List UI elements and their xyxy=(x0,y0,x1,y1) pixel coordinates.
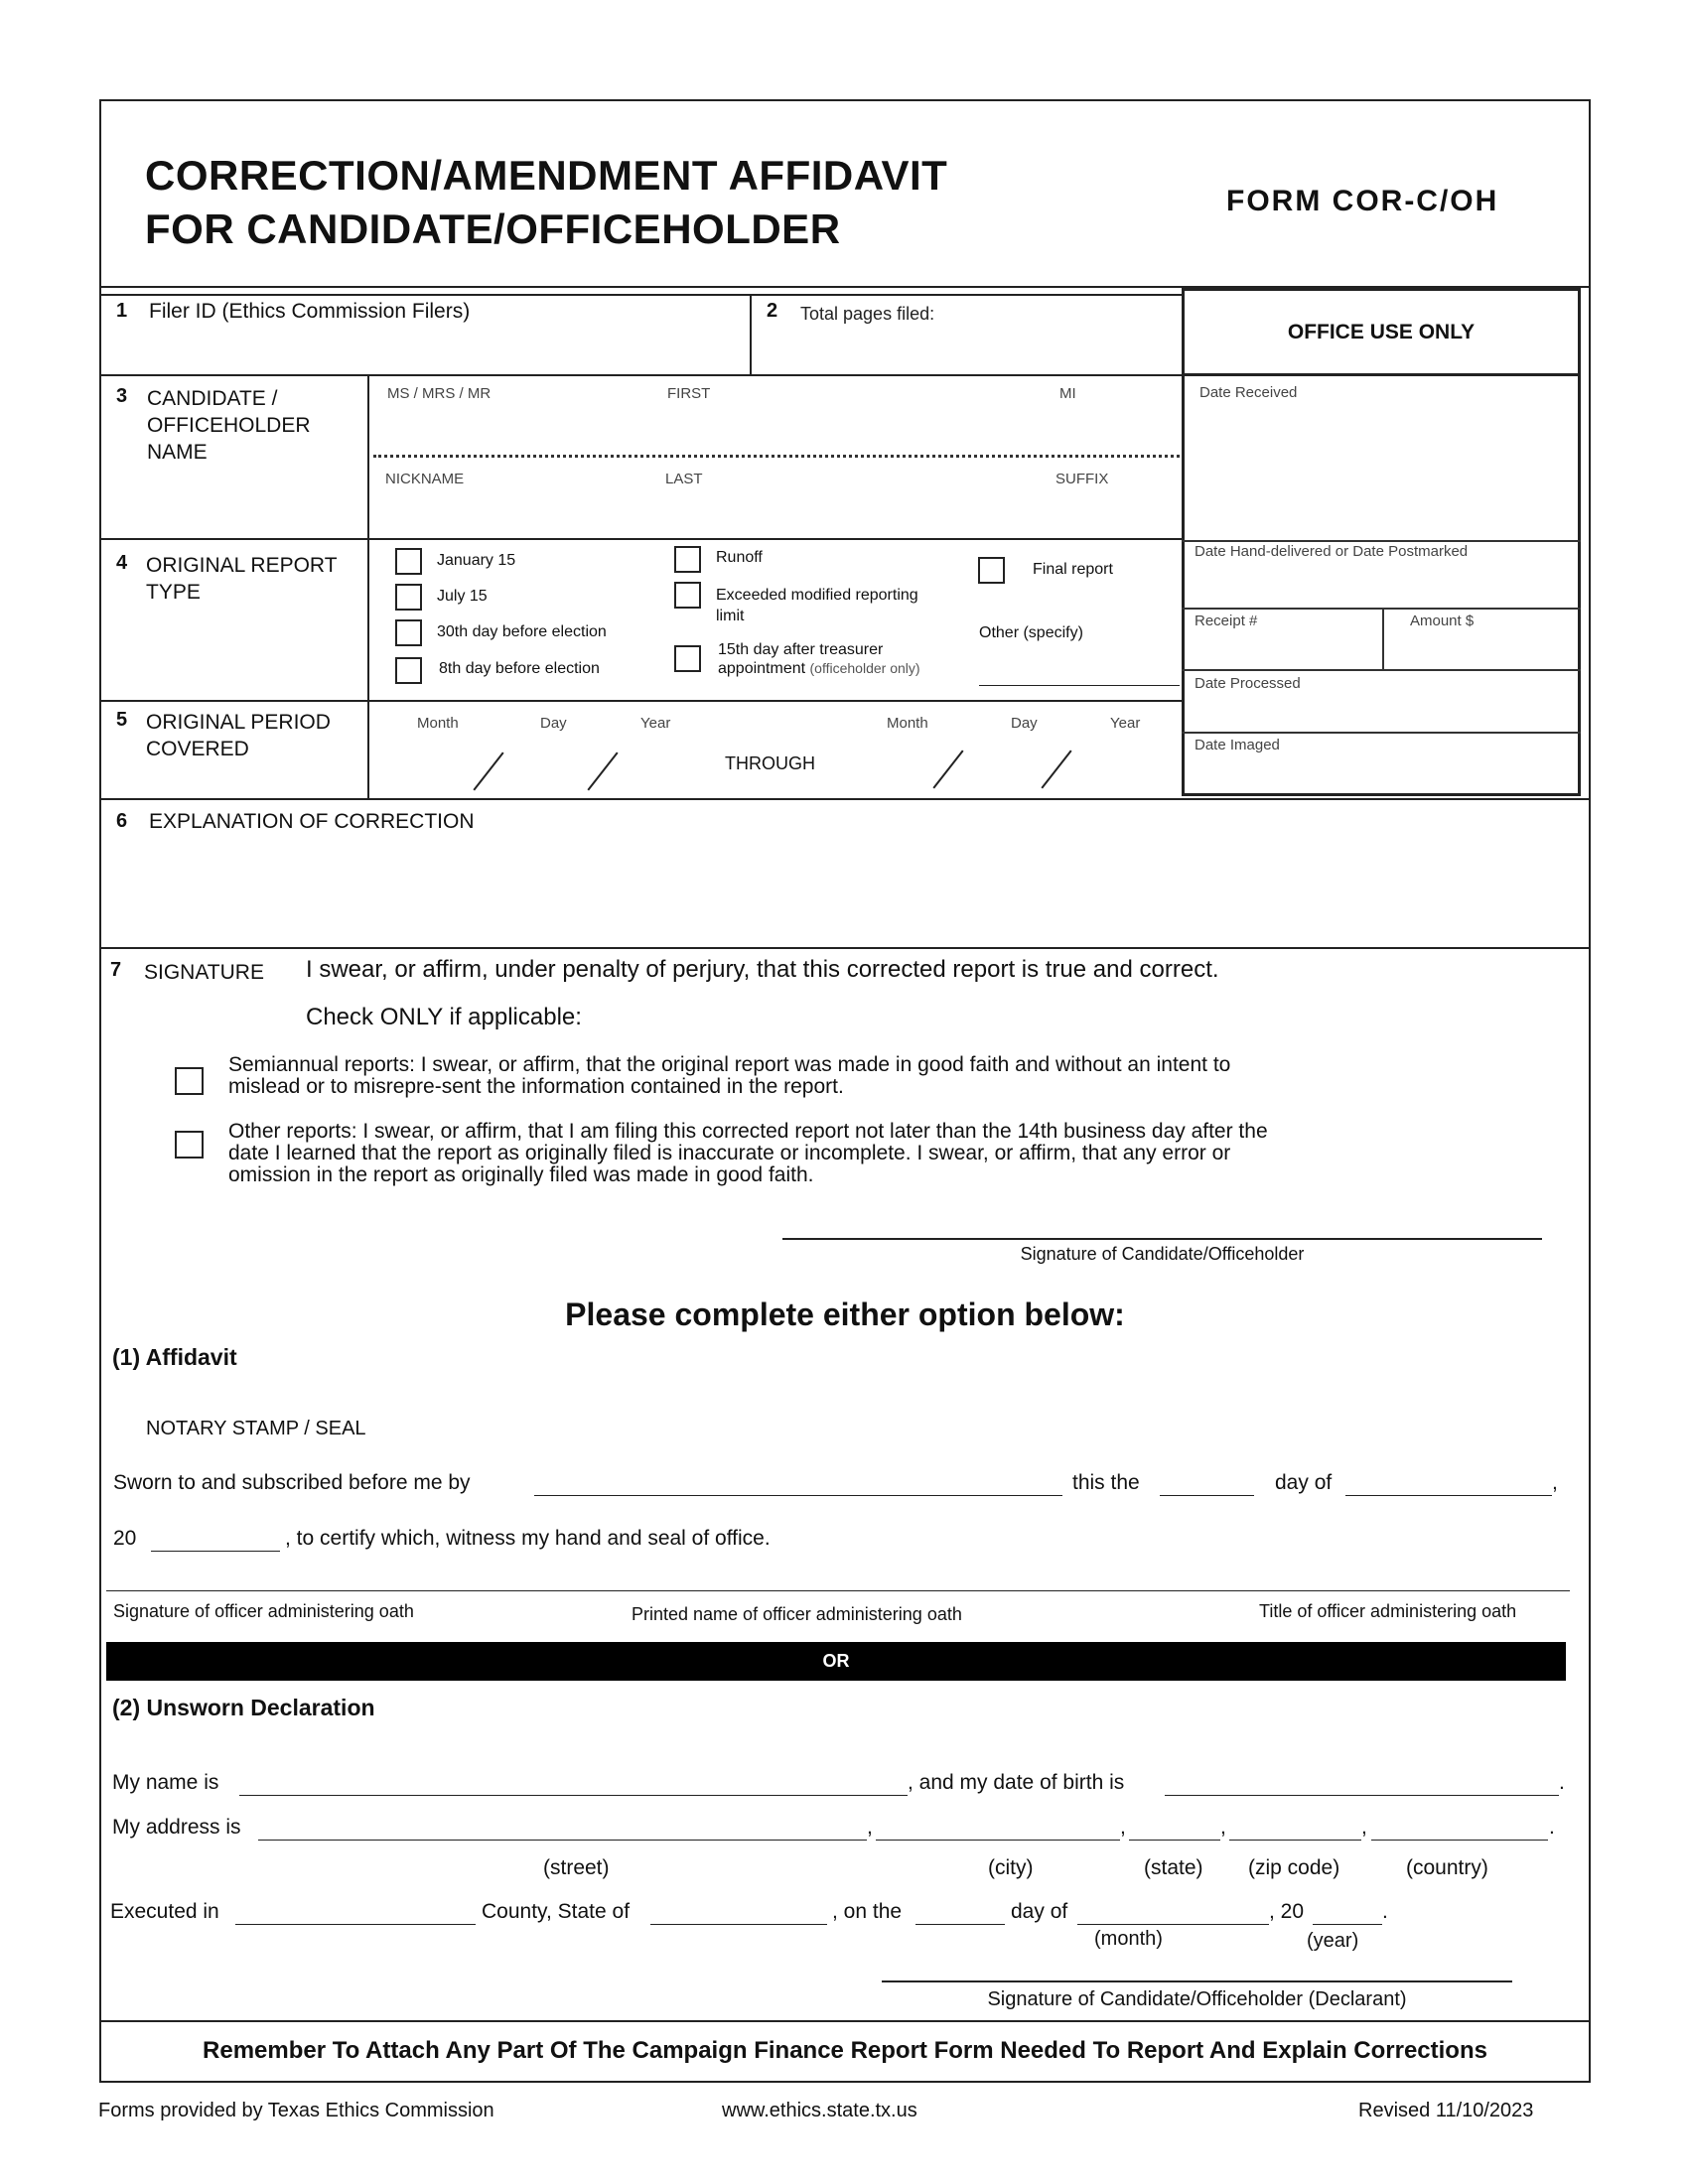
declarant-signature-caption: Signature of Candidate/Officeholder (Declarant) xyxy=(987,1988,1407,2010)
january15-checkbox[interactable] xyxy=(395,548,422,575)
year-prefix-text: , 20 xyxy=(1269,1900,1305,1923)
section3-number: 3 xyxy=(116,385,128,407)
treasurer-appointment-checkbox[interactable] xyxy=(674,645,701,672)
sworn-year-input[interactable] xyxy=(151,1551,280,1552)
executed-year-input[interactable] xyxy=(1313,1924,1382,1925)
day8-label: 8th day before election xyxy=(439,660,600,677)
mi-label: MI xyxy=(1059,385,1076,402)
runoff-checkbox[interactable] xyxy=(674,546,701,573)
filer-id-input[interactable] xyxy=(109,328,745,367)
divider xyxy=(99,2020,1591,2022)
divider xyxy=(99,798,1591,800)
explanation-label: EXPLANATION OF CORRECTION xyxy=(149,810,475,833)
divider xyxy=(99,374,1182,376)
signature-section-label: SIGNATURE xyxy=(144,961,264,984)
comma-text: , xyxy=(1361,1816,1367,1839)
other-specify-label: Other (specify) xyxy=(979,624,1083,641)
website-link[interactable]: www.ethics.state.tx.us xyxy=(722,2100,917,2121)
treasurer-appointment-label: 15th day after treasurer appointment (officeholder only) xyxy=(718,641,920,677)
divider xyxy=(1182,608,1581,610)
semiannual-statement: Semiannual reports: I swear, or affirm, that the original report was made in good faith and without an intent to mislead or to misrepre-sent the information contained in the report. xyxy=(228,1053,1231,1098)
zip-code-input[interactable] xyxy=(1229,1840,1361,1841)
total-pages-label: Total pages filed: xyxy=(800,304,935,324)
section1-number: 1 xyxy=(116,300,128,322)
date-of-birth-input[interactable] xyxy=(1165,1795,1559,1796)
other-reports-statement: Other reports: I swear, or affirm, that I am filing this corrected report not later than the 14th business day after the date I learned that the report as originally filed is inaccurate or incomplete. I swear, or affirm, that any error or omission in the report as originally filed was made in good faith. xyxy=(228,1120,1268,1186)
suffix-label: SUFFIX xyxy=(1055,471,1109,487)
runoff-label: Runoff xyxy=(716,549,763,566)
sworn-day-input[interactable] xyxy=(1160,1495,1254,1496)
period-text: . xyxy=(1382,1900,1388,1923)
zip-code-caption: (zip code) xyxy=(1248,1856,1340,1879)
section5-number: 5 xyxy=(116,709,128,731)
executed-in-text: Executed in xyxy=(110,1900,219,1923)
dob-text: , and my date of birth is xyxy=(908,1771,1125,1794)
final-report-checkbox[interactable] xyxy=(978,557,1005,584)
executed-day-input[interactable] xyxy=(915,1924,1005,1925)
first-name-label: FIRST xyxy=(667,385,711,402)
divider xyxy=(99,947,1591,949)
date-received-label: Date Received xyxy=(1199,384,1298,401)
candidate-signature-line[interactable] xyxy=(782,1238,1542,1240)
divider xyxy=(1182,732,1581,734)
divider xyxy=(99,700,1182,702)
end-day-label: Day xyxy=(1011,715,1038,732)
date-hand-delivered-label: Date Hand-delivered or Date Postmarked xyxy=(1195,543,1469,560)
day30-label: 30th day before election xyxy=(437,623,607,640)
date-processed-label: Date Processed xyxy=(1195,675,1301,692)
section6-number: 6 xyxy=(116,810,128,832)
period-text: . xyxy=(1559,1771,1565,1794)
semiannual-checkbox[interactable] xyxy=(175,1067,204,1095)
candidate-signature-caption: Signature of Candidate/Officeholder xyxy=(1020,1244,1305,1264)
officer-title-caption: Title of officer administering oath xyxy=(1259,1601,1517,1621)
divider xyxy=(1182,540,1581,542)
july15-label: July 15 xyxy=(437,588,488,605)
officer-signature-line[interactable] xyxy=(106,1590,1570,1591)
day8-checkbox[interactable] xyxy=(395,657,422,684)
divider xyxy=(367,539,369,700)
comma-text: , xyxy=(1220,1816,1226,1839)
divider xyxy=(367,375,369,538)
amount-label: Amount $ xyxy=(1410,613,1475,629)
exceeded-limit-checkbox[interactable] xyxy=(674,582,701,609)
county-input[interactable] xyxy=(235,1924,476,1925)
street-input[interactable] xyxy=(258,1840,867,1841)
july15-checkbox[interactable] xyxy=(395,584,422,611)
unsworn-heading: (2) Unsworn Declaration xyxy=(112,1695,375,1720)
explanation-input[interactable] xyxy=(129,844,1569,941)
sworn-text: Sworn to and subscribed before me by xyxy=(113,1471,471,1494)
through-label: THROUGH xyxy=(725,753,815,773)
year-caption: (year) xyxy=(1307,1930,1359,1952)
my-address-text: My address is xyxy=(112,1816,241,1839)
revised-date-text: Revised 11/10/2023 xyxy=(1358,2100,1534,2121)
start-day-label: Day xyxy=(540,715,567,732)
on-the-text: , on the xyxy=(832,1900,903,1923)
declarant-signature-line[interactable] xyxy=(882,1980,1512,1982)
start-year-label: Year xyxy=(640,715,671,732)
this-the-text: this the xyxy=(1072,1471,1140,1494)
country-input[interactable] xyxy=(1371,1840,1548,1841)
city-caption: (city) xyxy=(988,1856,1034,1879)
last-name-label: LAST xyxy=(665,471,703,487)
country-caption: (country) xyxy=(1406,1856,1488,1879)
candidate-name-label: CANDIDATE / OFFICEHOLDER NAME xyxy=(147,387,311,464)
street-caption: (street) xyxy=(543,1856,610,1879)
certify-text: , to certify which, witness my hand and seal of office. xyxy=(285,1527,771,1550)
end-year-label: Year xyxy=(1110,715,1141,732)
divider xyxy=(367,701,369,798)
section4-number: 4 xyxy=(116,552,128,574)
divider xyxy=(750,295,752,374)
report-type-label: ORIGINAL REPORT TYPE xyxy=(146,554,338,604)
executed-month-input[interactable] xyxy=(1077,1924,1269,1925)
officer-printed-name-caption: Printed name of officer administering oath xyxy=(632,1604,962,1624)
salutation-label: MS / MRS / MR xyxy=(387,385,492,402)
month-caption: (month) xyxy=(1094,1928,1163,1950)
day30-checkbox[interactable] xyxy=(395,619,422,646)
provided-by-text: Forms provided by Texas Ethics Commission xyxy=(98,2100,494,2121)
city-input[interactable] xyxy=(876,1840,1120,1841)
day-of-text: day of xyxy=(1011,1900,1068,1923)
end-month-label: Month xyxy=(887,715,928,732)
affidavit-heading: (1) Affidavit xyxy=(112,1344,237,1370)
divider xyxy=(1382,608,1384,669)
county-state-text: County, State of xyxy=(482,1900,631,1923)
check-only-text: Check ONLY if applicable: xyxy=(306,1004,582,1030)
exceeded-limit-label: Exceeded modified reporting limit xyxy=(716,587,918,624)
comma-text: , xyxy=(1120,1816,1126,1839)
year-prefix-text: 20 xyxy=(113,1527,137,1550)
section7-number: 7 xyxy=(110,959,122,981)
period-text: . xyxy=(1549,1816,1555,1839)
date-imaged-label: Date Imaged xyxy=(1195,737,1280,753)
divider xyxy=(1182,669,1581,671)
start-month-label: Month xyxy=(417,715,459,732)
state-input[interactable] xyxy=(1129,1840,1220,1841)
total-pages-input[interactable] xyxy=(765,332,1172,369)
divider xyxy=(99,538,1182,540)
period-covered-label: ORIGINAL PERIOD COVERED xyxy=(146,711,331,760)
office-use-title: OFFICE USE ONLY xyxy=(1287,321,1476,343)
form-title: CORRECTION/AMENDMENT AFFIDAVIT FOR CANDIDATE/OFFICEHOLDER xyxy=(145,152,948,252)
nickname-label: NICKNAME xyxy=(385,471,465,487)
options-heading: Please complete either option below: xyxy=(565,1297,1125,1332)
divider xyxy=(99,294,1182,296)
executed-state-input[interactable] xyxy=(650,1924,827,1925)
day-of-text: day of xyxy=(1275,1471,1333,1494)
receipt-label: Receipt # xyxy=(1195,613,1258,629)
my-name-text: My name is xyxy=(112,1771,219,1794)
divider xyxy=(1182,373,1581,376)
other-reports-checkbox[interactable] xyxy=(175,1131,204,1159)
sworn-month-input[interactable] xyxy=(1345,1495,1552,1496)
final-report-label: Final report xyxy=(1033,561,1113,578)
oath-text: I swear, or affirm, under penalty of perjury, that this corrected report is true and correct. xyxy=(306,956,1219,983)
filer-id-label: Filer ID (Ethics Commission Filers) xyxy=(149,300,471,323)
officer-signature-caption: Signature of officer administering oath xyxy=(113,1601,414,1621)
january15-label: January 15 xyxy=(437,552,516,569)
office-use-box xyxy=(1182,288,1581,796)
state-caption: (state) xyxy=(1144,1856,1203,1879)
declarant-name-input[interactable] xyxy=(239,1795,908,1796)
sworn-by-input[interactable] xyxy=(534,1495,1062,1496)
notary-stamp-label: NOTARY STAMP / SEAL xyxy=(146,1418,366,1439)
other-specify-input[interactable] xyxy=(979,685,1180,686)
comma-text: , xyxy=(1552,1471,1558,1494)
section2-number: 2 xyxy=(767,300,778,322)
comma-text: , xyxy=(867,1816,873,1839)
footer-notice: Remember To Attach Any Part Of The Campaign Finance Report Form Needed To Report And Explain Corrections xyxy=(203,2037,1487,2064)
name-dotted-divider xyxy=(373,455,1180,458)
form-code: FORM COR-C/OH xyxy=(1226,185,1499,217)
or-divider-bar: OR xyxy=(106,1642,1566,1681)
